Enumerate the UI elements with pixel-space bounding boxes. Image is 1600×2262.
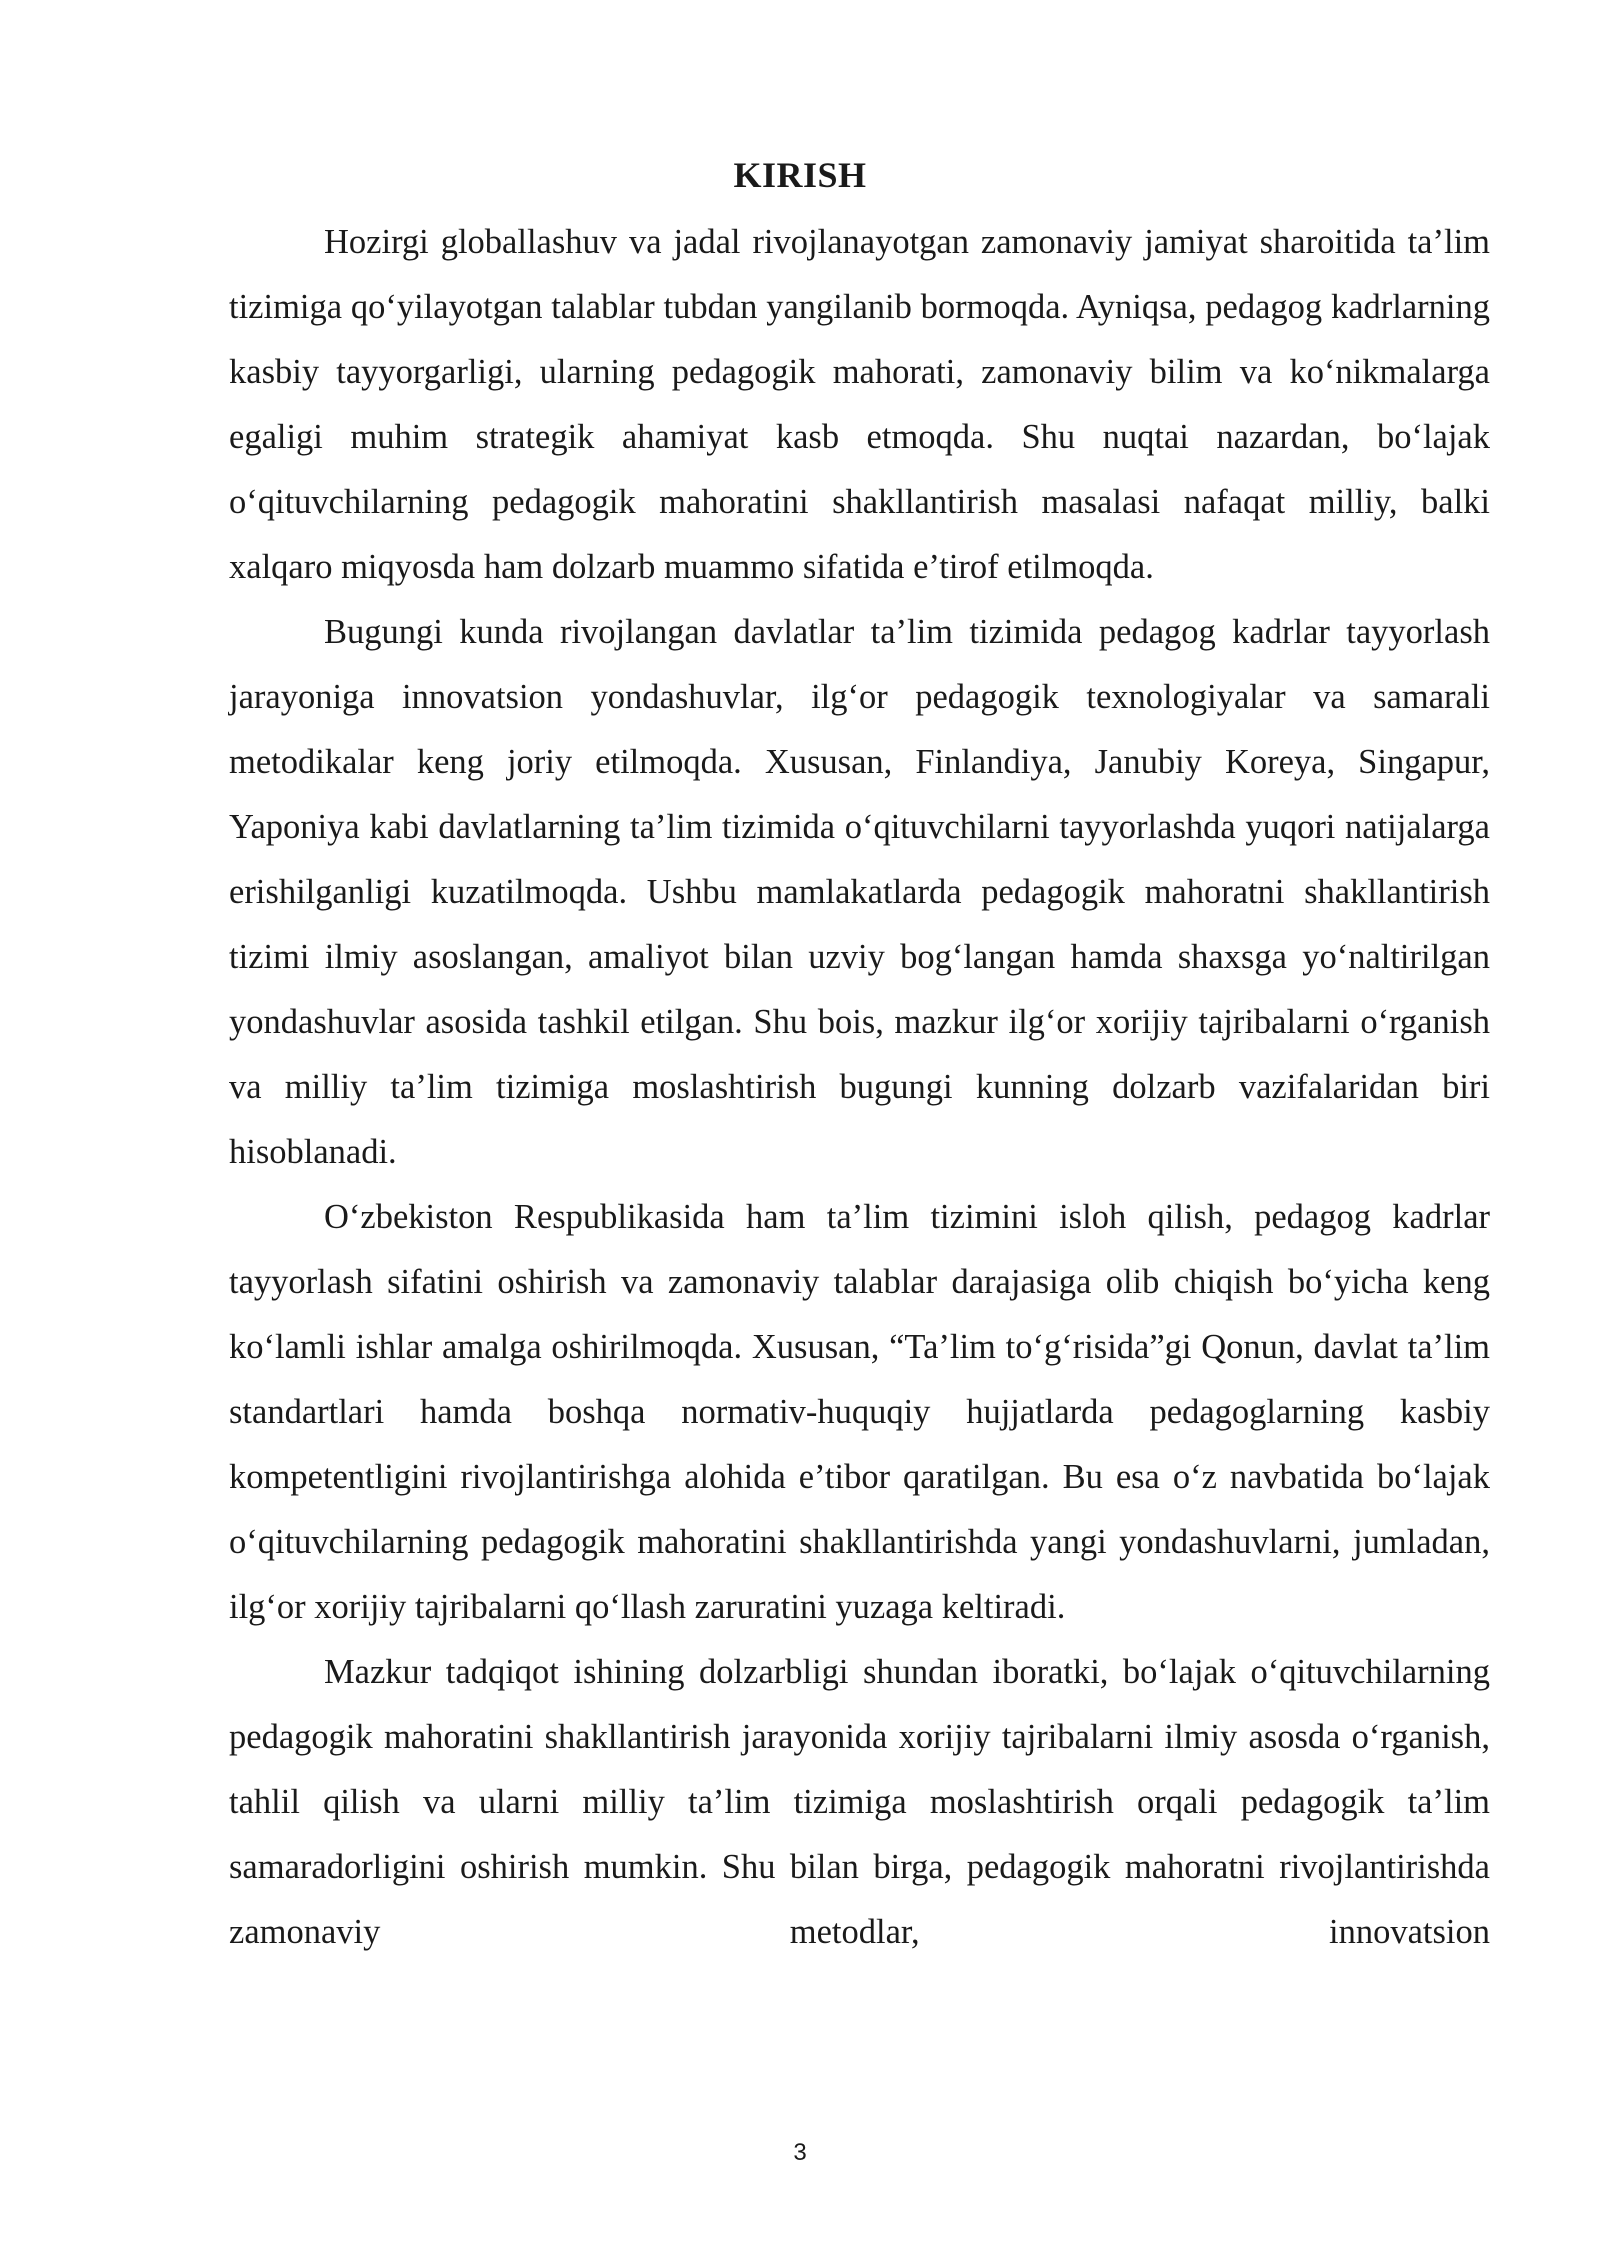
section-heading: KIRISH: [733, 155, 867, 195]
paragraph-2: Bugungi kunda rivojlangan davlatlar ta’lim tizimida pedagog kadrlar tayyorlash jarayoniga innovatsion yondashuvlar, ilg‘or pedagogik texnologiyalar va samarali metodikalar keng joriy etilmoqda. Xususan, Finlandiya, Janubiy Koreya, Singapur, Yaponiya kabi davlatlarning ta’lim tizimida o‘qituvchilarni tayyorlashda yuqori natijalarga erishilganligi kuzatilmoqda. Ushbu mamlakatlarda pedagogik mahoratni shakllantirish tizimi ilmiy asoslangan, amaliyot bilan uzviy bog‘langan hamda shaxsga yo‘naltirilgan yondashuvlar asosida tashkil etilgan. Shu bois, mazkur ilg‘or xorijiy tajribalarni o‘rganish va milliy ta’lim tizimiga moslashtirish bugungi kunning dolzarb vazifalaridan biri hisoblanadi.: [229, 613, 1490, 1171]
paragraph-4: Mazkur tadqiqot ishining dolzarbligi shundan iboratki, bo‘lajak o‘qituvchilarning pedagogik mahoratini shakllantirish jarayonida xorijiy tajribalarni ilmiy asosda o‘rganish, tahlil qilish va ularni milliy ta’lim tizimiga moslashtirish orqali pedagogik ta’lim samaradorligini oshirish mumkin. Shu bilan birga, pedagogik mahoratni rivojlantirishda zamonaviy metodlar, innovatsion: [229, 1653, 1490, 1951]
page-number: 3: [793, 2139, 807, 2166]
paragraph-1: Hozirgi globallashuv va jadal rivojlanayotgan zamonaviy jamiyat sharoitida ta’lim tizimiga qo‘yilayotgan talablar tubdan yangilanib bormoqda. Ayniqsa, pedagog kadrlarning kasbiy tayyorgarligi, ularning pedagogik mahorati, zamonaviy bilim va ko‘nikmalarga egaligi muhim strategik ahamiyat kasb etmoqda. Shu nuqtai nazardan, bo‘lajak o‘qituvchilarning pedagogik mahoratini shakllantirish masalasi nafaqat milliy, balki xalqaro miqyosda ham dolzarb muammo sifatida e’tirof etilmoqda.: [229, 223, 1490, 586]
paragraph-3: O‘zbekiston Respublikasida ham ta’lim tizimini isloh qilish, pedagog kadrlar tayyorlash sifatini oshirish va zamonaviy talablar darajasiga olib chiqish bo‘yicha keng ko‘lamli ishlar amalga oshirilmoqda. Xususan, “Ta’lim to‘g‘risida”gi Qonun, davlat ta’lim standartlari hamda boshqa normativ-huquqiy hujjatlarda pedagoglarning kasbiy kompetentligini rivojlantirishga alohida e’tibor qaratilgan. Bu esa o‘z navbatida bo‘lajak o‘qituvchilarning pedagogik mahoratini shakllantirishda yangi yondashuvlarni, jumladan, ilg‘or xorijiy tajribalarni qo‘llash zaruratini yuzaga keltiradi.: [229, 1198, 1490, 1626]
body-text: [229, 210, 1490, 1965]
